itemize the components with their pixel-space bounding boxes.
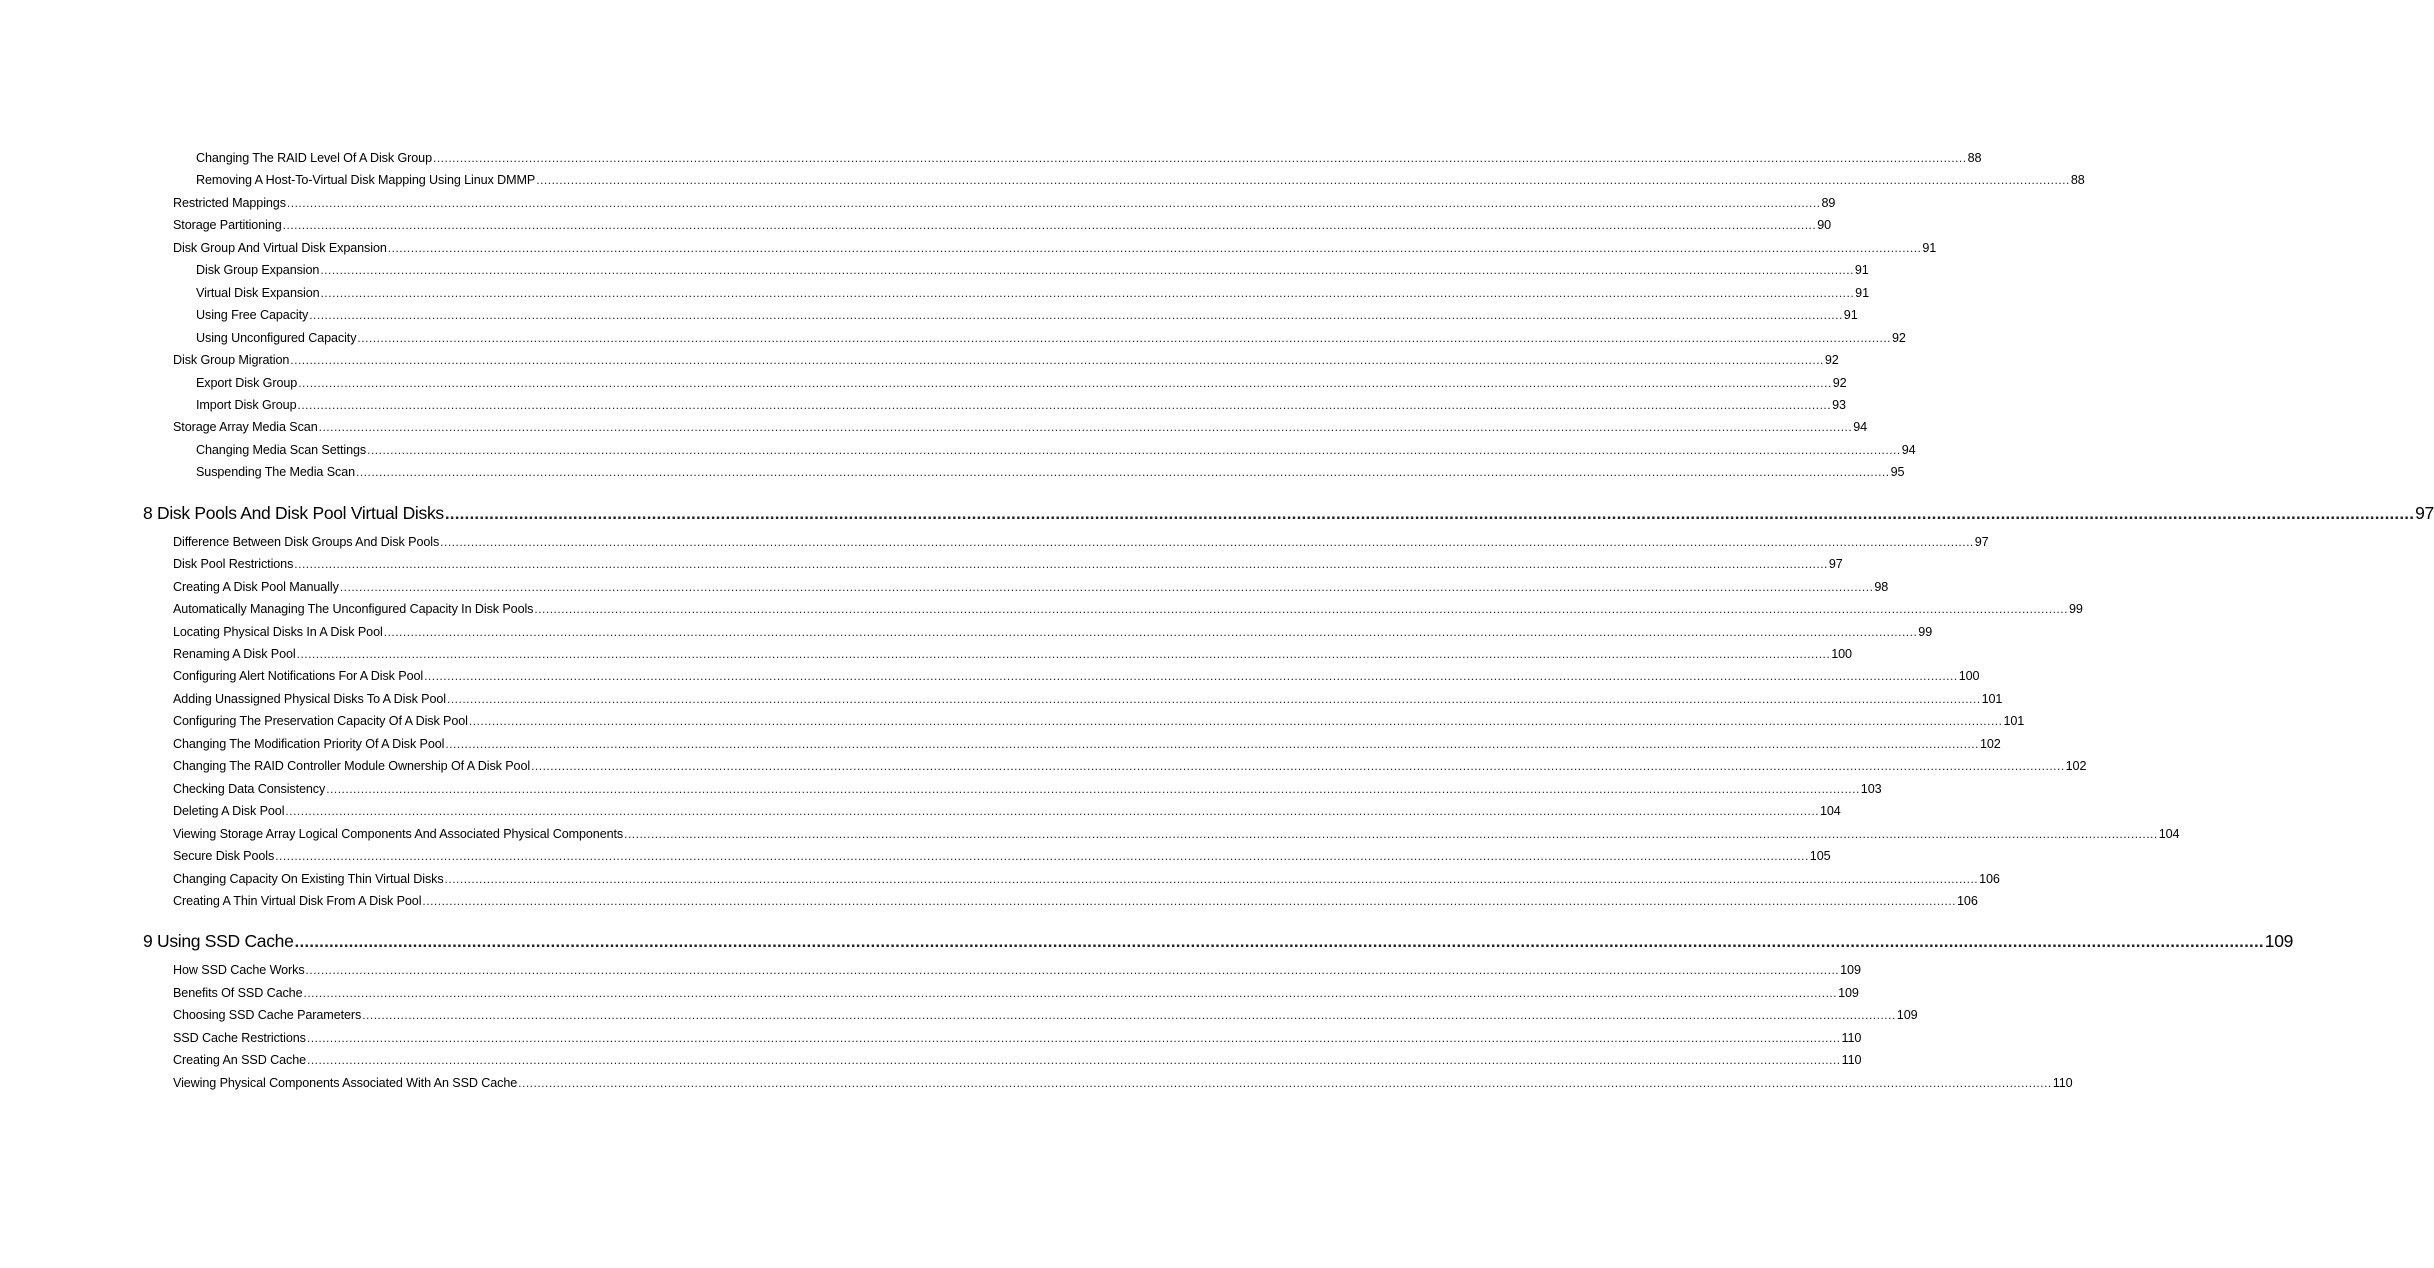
- toc-entry[interactable]: [173, 985, 1859, 1004]
- toc-entry[interactable]: [173, 624, 1933, 643]
- toc-entry[interactable]: [173, 781, 1882, 800]
- toc-entry[interactable]: [173, 420, 1868, 438]
- dot-leader: ................................................................................................................................................................................................................................................................................................................................................................................................................: [294, 557, 1828, 572]
- toc-entry[interactable]: [173, 849, 1831, 867]
- toc-entry-title: Deleting A Disk Pool: [173, 804, 285, 819]
- toc-entry-page: 91: [1922, 240, 1937, 255]
- dot-leader: ................................................................................................................................................................................................................................................................................................................................................................................................................: [286, 195, 1821, 210]
- toc-entry[interactable]: [173, 871, 2000, 890]
- toc-entry[interactable]: [196, 375, 1847, 394]
- toc-entry-page: 97: [1828, 557, 1843, 572]
- toc-entry-page: 88: [1967, 151, 1982, 165]
- toc-entry-title: Choosing SSD Cache Parameters: [173, 1008, 362, 1023]
- toc-entry[interactable]: [173, 534, 1989, 553]
- toc-entry-page: 94: [1901, 442, 1916, 457]
- toc-entry-page: 109: [2264, 931, 2294, 952]
- toc-chapter-entry[interactable]: [143, 502, 2434, 527]
- toc-entry[interactable]: [196, 285, 1869, 304]
- toc-entry-page: 91: [1854, 263, 1869, 278]
- toc-entry-title: Viewing Storage Array Logical Components And Associated Physical Components: [173, 826, 624, 841]
- toc-entry-page: 92: [1824, 353, 1839, 368]
- toc-entry-page: 109: [1840, 963, 1861, 978]
- toc-entry-page: 110: [1841, 1030, 1862, 1045]
- dot-leader: ................................................................................................................................................................................................................................................................................................................................................................................................................: [468, 714, 2003, 729]
- toc-entry-page: 97: [1974, 534, 1989, 549]
- toc-entry[interactable]: [196, 173, 2085, 191]
- dot-leader: ................................................................................................................................................................................................................................................................................................................................................................................................................: [309, 308, 1843, 323]
- dot-leader: ................................................................................................................................................................................................................................................................................................................................................................................................................: [339, 579, 1874, 594]
- toc-entry-title: Creating A Thin Virtual Disk From A Disk Pool: [173, 893, 422, 908]
- toc-entry[interactable]: [196, 308, 1858, 326]
- toc-entry-title: Changing Media Scan Settings: [196, 442, 367, 457]
- toc-entry[interactable]: [173, 579, 1889, 598]
- toc-entry[interactable]: [196, 263, 1869, 281]
- toc-entry-page: 110: [2052, 1075, 2073, 1090]
- dot-leader: ................................................................................................................................................................................................................................................................................................................................................................................................................: [445, 736, 1979, 751]
- toc-entry-page: 104: [2158, 826, 2180, 841]
- toc-entry[interactable]: [173, 736, 2001, 755]
- toc-entry[interactable]: [173, 691, 2003, 710]
- toc-chapter-entry[interactable]: [143, 931, 2294, 955]
- toc-entry[interactable]: [173, 218, 1832, 236]
- toc-entry-title: Changing The RAID Level Of A Disk Group: [196, 151, 432, 165]
- toc-entry-page: 89: [1821, 195, 1836, 210]
- toc-entry-page: 91: [1843, 308, 1858, 323]
- toc-entry[interactable]: [173, 963, 1861, 981]
- toc-entry-title: 9 Using SSD Cache: [143, 931, 294, 952]
- toc-entry-title: Automatically Managing The Unconfigured Capacity In Disk Pools: [173, 602, 534, 617]
- toc-entry-title: Difference Between Disk Groups And Disk Pools: [173, 534, 440, 549]
- toc-entry-title: Disk Group And Virtual Disk Expansion: [173, 240, 387, 255]
- dot-leader: ................................................................................................................................................................................................................................................................................................................................................................................................................: [357, 330, 1891, 345]
- toc-entry[interactable]: [173, 804, 1841, 822]
- toc-entry[interactable]: [173, 893, 1978, 912]
- toc-entry-title: Viewing Physical Components Associated With An SSD Cache: [173, 1075, 518, 1090]
- toc-entry-page: 106: [1957, 893, 1978, 908]
- dot-leader: ................................................................................................................................................................................................................................................................................................................................................................................................................: [285, 804, 1819, 819]
- toc-entry-title: Virtual Disk Expansion: [196, 285, 320, 300]
- toc-entry-page: 100: [1958, 669, 1980, 684]
- dot-leader: ................................................................................................................................................................................................................................................................................................................................................................................................................: [440, 534, 1974, 549]
- toc-entry-title: 8 Disk Pools And Disk Pool Virtual Disks: [143, 502, 444, 523]
- toc-entry-title: Removing A Host-To-Virtual Disk Mapping Using Linux DMMP: [196, 173, 536, 188]
- dot-leader: ................................................................................................................................................................................................................................................................................................................................................................................................................: [303, 985, 1838, 1000]
- toc-entry-title: Configuring The Preservation Capacity Of A Disk Pool: [173, 714, 468, 729]
- toc-entry[interactable]: [173, 240, 1937, 259]
- toc-entry-page: 101: [2003, 714, 2025, 729]
- toc-entry[interactable]: [196, 465, 1905, 483]
- dot-leader: ................................................................................................................................................................................................................................................................................................................................................................................................................: [367, 442, 1901, 457]
- toc-entry[interactable]: [173, 759, 2087, 777]
- dot-leader: ................................................................................................................................................................................................................................................................................................................................................................................................................: [326, 781, 1860, 796]
- dot-leader: ................................................................................................................................................................................................................................................................................................................................................................................................................: [296, 647, 1831, 661]
- dot-leader: ................................................................................................................................................................................................................................................................................................................................................................................................................: [275, 849, 1809, 864]
- toc-entry-title: Export Disk Group: [196, 375, 298, 390]
- dot-leader: ................................................................................................................................................................................................................................................................................................................................................................................................................: [432, 151, 1967, 165]
- toc-entry-page: 92: [1892, 330, 1906, 345]
- toc-entry-title: Adding Unassigned Physical Disks To A Disk Pool: [173, 691, 446, 706]
- toc-entry[interactable]: [173, 1030, 1862, 1049]
- toc-entry-title: Creating A Disk Pool Manually: [173, 579, 339, 594]
- dot-leader: ................................................................................................................................................................................................................................................................................................................................................................................................................: [444, 503, 2415, 523]
- toc-entry-title: Changing The Modification Priority Of A Disk Pool: [173, 736, 445, 751]
- dot-leader: ................................................................................................................................................................................................................................................................................................................................................................................................................: [624, 826, 2158, 841]
- dot-leader: ................................................................................................................................................................................................................................................................................................................................................................................................................: [534, 602, 2068, 617]
- toc-entry-page: 109: [1838, 985, 1859, 1000]
- dot-leader: ................................................................................................................................................................................................................................................................................................................................................................................................................: [282, 218, 1817, 233]
- toc-entry[interactable]: [196, 330, 1906, 349]
- toc-entry[interactable]: [173, 1008, 1918, 1026]
- toc-entry[interactable]: [173, 195, 1836, 214]
- dot-leader: ................................................................................................................................................................................................................................................................................................................................................................................................................: [320, 263, 1854, 278]
- toc-entry-page: 90: [1817, 218, 1832, 233]
- dot-leader: ................................................................................................................................................................................................................................................................................................................................................................................................................: [320, 285, 1855, 300]
- toc-entry-page: 97: [2415, 502, 2434, 523]
- dot-leader: ................................................................................................................................................................................................................................................................................................................................................................................................................: [446, 691, 1981, 706]
- dot-leader: ................................................................................................................................................................................................................................................................................................................................................................................................................: [305, 963, 1840, 978]
- toc-entry-title: Changing Capacity On Existing Thin Virtual Disks: [173, 871, 444, 886]
- toc-entry-title: How SSD Cache Works: [173, 963, 305, 978]
- toc-entry[interactable]: [173, 1075, 2073, 1094]
- toc-entry-title: Using Free Capacity: [196, 308, 309, 323]
- dot-leader: ................................................................................................................................................................................................................................................................................................................................................................................................................: [387, 240, 1922, 255]
- toc-entry[interactable]: [196, 442, 1916, 461]
- dot-leader: ................................................................................................................................................................................................................................................................................................................................................................................................................: [536, 173, 2070, 188]
- toc-entry-page: 98: [1874, 579, 1889, 594]
- toc-entry-title: Benefits Of SSD Cache: [173, 985, 303, 1000]
- dot-leader: ................................................................................................................................................................................................................................................................................................................................................................................................................: [307, 1053, 1841, 1068]
- dot-leader: ................................................................................................................................................................................................................................................................................................................................................................................................................: [318, 420, 1853, 435]
- toc-entry-page: 94: [1853, 420, 1868, 435]
- toc-entry-title: Restricted Mappings: [173, 195, 286, 210]
- toc-entry[interactable]: [173, 353, 1839, 371]
- toc-entry[interactable]: [173, 714, 2025, 732]
- toc-entry-title: Import Disk Group: [196, 397, 297, 412]
- toc-entry[interactable]: [173, 826, 2180, 845]
- toc-entry[interactable]: [196, 151, 1982, 169]
- toc-entry-title: Disk Group Migration: [173, 353, 290, 368]
- toc-entry-page: 92: [1832, 375, 1847, 390]
- toc-entry-title: Secure Disk Pools: [173, 849, 275, 864]
- dot-leader: ................................................................................................................................................................................................................................................................................................................................................................................................................: [298, 375, 1832, 390]
- toc-entry-page: 109: [1896, 1008, 1918, 1023]
- toc-entry-page: 105: [1809, 849, 1831, 864]
- toc-entry-page: 104: [1820, 804, 1841, 819]
- toc-entry-title: Disk Pool Restrictions: [173, 557, 294, 572]
- toc-entry-title: SSD Cache Restrictions: [173, 1030, 306, 1045]
- toc-entry-page: 106: [1979, 871, 2000, 886]
- toc-entry-page: 100: [1831, 647, 1852, 661]
- toc-entry-page: 103: [1860, 781, 1882, 796]
- dot-leader: ................................................................................................................................................................................................................................................................................................................................................................................................................: [444, 871, 1979, 886]
- toc-entry-page: 99: [1918, 624, 1933, 639]
- dot-leader: ................................................................................................................................................................................................................................................................................................................................................................................................................: [294, 932, 2264, 952]
- toc-entry-page: 101: [1981, 691, 2003, 706]
- dot-leader: ................................................................................................................................................................................................................................................................................................................................................................................................................: [518, 1075, 2052, 1090]
- dot-leader: ................................................................................................................................................................................................................................................................................................................................................................................................................: [362, 1008, 1896, 1023]
- toc-entry-page: 91: [1855, 285, 1869, 300]
- dot-leader: ................................................................................................................................................................................................................................................................................................................................................................................................................: [531, 759, 2065, 774]
- dot-leader: ................................................................................................................................................................................................................................................................................................................................................................................................................: [290, 353, 1824, 368]
- toc-entry[interactable]: [173, 1053, 1862, 1071]
- toc-entry-page: 102: [2065, 759, 2087, 774]
- toc-entry-page: 93: [1832, 397, 1846, 412]
- toc-entry-title: Creating An SSD Cache: [173, 1053, 307, 1068]
- toc-entry-title: Storage Partitioning: [173, 218, 282, 233]
- toc-entry[interactable]: [173, 602, 2083, 620]
- toc-entry-title: Configuring Alert Notifications For A Disk Pool: [173, 669, 424, 684]
- toc-entry-title: Using Unconfigured Capacity: [196, 330, 357, 345]
- toc-entry[interactable]: [173, 557, 1843, 575]
- toc-entry-title: Changing The RAID Controller Module Ownership Of A Disk Pool: [173, 759, 531, 774]
- dot-leader: ................................................................................................................................................................................................................................................................................................................................................................................................................: [356, 465, 1890, 480]
- dot-leader: ................................................................................................................................................................................................................................................................................................................................................................................................................: [383, 624, 1918, 639]
- toc-entry[interactable]: [196, 397, 1846, 416]
- dot-leader: ................................................................................................................................................................................................................................................................................................................................................................................................................: [424, 669, 1958, 684]
- toc-entry-title: Disk Group Expansion: [196, 263, 320, 278]
- toc-entry-page: 110: [1841, 1053, 1862, 1068]
- toc-entry[interactable]: [173, 647, 1852, 665]
- toc-entry-page: 88: [2070, 173, 2085, 188]
- toc-entry-title: Locating Physical Disks In A Disk Pool: [173, 624, 383, 639]
- toc-entry[interactable]: [173, 669, 1980, 687]
- toc-entry-page: 102: [1979, 736, 2001, 751]
- toc-entry-title: Checking Data Consistency: [173, 781, 326, 796]
- toc-entry-page: 99: [2068, 602, 2083, 617]
- toc-entry-page: 95: [1890, 465, 1905, 480]
- toc-entry-title: Suspending The Media Scan: [196, 465, 355, 480]
- dot-leader: ................................................................................................................................................................................................................................................................................................................................................................................................................: [306, 1030, 1841, 1045]
- dot-leader: ................................................................................................................................................................................................................................................................................................................................................................................................................: [422, 893, 1957, 908]
- dot-leader: ................................................................................................................................................................................................................................................................................................................................................................................................................: [297, 397, 1832, 412]
- toc-entry-title: Storage Array Media Scan: [173, 420, 318, 435]
- toc-entry-title: Renaming A Disk Pool: [173, 647, 296, 661]
